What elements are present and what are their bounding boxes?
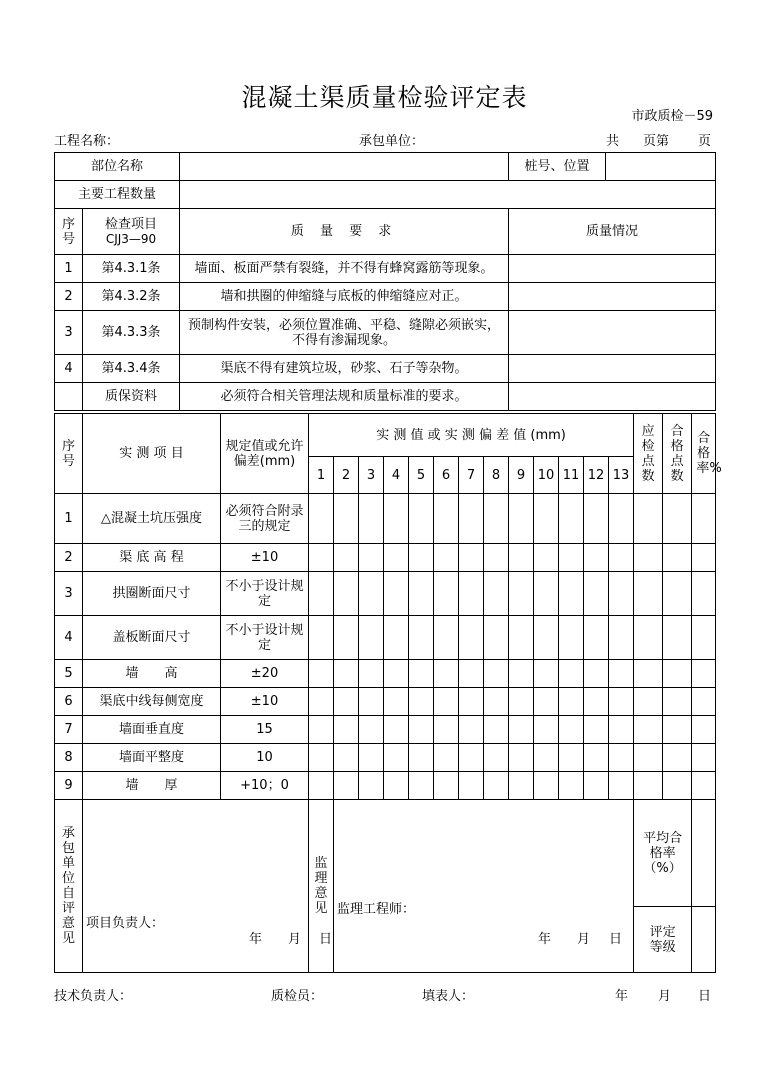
measurement-row [55,772,716,800]
measured-value-cell[interactable] [409,744,434,772]
measured-value-cell[interactable] [484,616,509,660]
pass-points-cell[interactable] [663,744,692,772]
measured-value-cell[interactable] [559,772,584,800]
measured-value-cell[interactable] [459,616,484,660]
check-points-cell[interactable] [634,744,663,772]
pass-points-cell[interactable] [663,572,692,616]
measured-value-cell[interactable] [334,716,359,744]
measured-value-cell[interactable] [559,616,584,660]
footer-date-month: 月 [658,989,672,1004]
check-points-cell[interactable] [634,494,663,544]
measured-value-cell[interactable] [584,572,609,616]
measured-value-cell[interactable] [359,688,384,716]
item-header [83,209,180,255]
measured-value-cell[interactable] [534,660,559,688]
measured-value-cell[interactable] [559,544,584,572]
measured-value-cell[interactable] [384,716,409,744]
measured-value-cell[interactable] [359,572,384,616]
measurement-tolerance: 15 [221,716,309,744]
measure-header-row-1 [55,414,716,457]
requirement-row [55,255,716,283]
pass-rate-cell[interactable] [692,616,716,660]
measured-value-cell[interactable] [609,494,634,544]
part-name-label: 部位名称 [55,153,180,181]
measured-value-cell[interactable] [334,660,359,688]
measured-value-cell[interactable] [559,688,584,716]
measured-value-cell[interactable] [609,660,634,688]
requirement-text: 渠底不得有建筑垃圾，砂浆、石子等杂物。 [180,355,509,383]
supervisor-opinion-text: 监理意见 [314,856,328,916]
measured-value-cell[interactable] [534,744,559,772]
seq-header [55,209,83,255]
measured-value-cell[interactable] [484,688,509,716]
measured-value-cell[interactable] [309,660,334,688]
tech-lead-label: 技术负责人： [54,989,133,1004]
measured-value-cell[interactable] [509,544,534,572]
measured-value-cell[interactable] [384,660,409,688]
check-points-cell[interactable] [634,688,663,716]
measured-value-cell[interactable] [459,716,484,744]
measurement-row [55,660,716,688]
measured-value-cell[interactable] [459,744,484,772]
measured-value-cell[interactable] [509,660,534,688]
measured-value-cell[interactable] [609,716,634,744]
item-header-label: 检查项目 [105,216,158,232]
measured-value-cell[interactable] [459,772,484,800]
manager-label: 项目负责人： [86,916,165,931]
measured-value-cell[interactable] [559,744,584,772]
requirement-row [55,383,716,411]
measured-value-cell[interactable] [484,544,509,572]
footer-date-year: 年 [615,989,629,1004]
measurement-row [55,494,716,544]
measure-col-number: 7 [459,457,484,494]
station-field[interactable] [606,153,716,181]
measured-value-cell[interactable] [359,616,384,660]
measured-value-cell[interactable] [609,744,634,772]
measure-col-number: 2 [334,457,359,494]
pass-points-cell[interactable] [663,772,692,800]
measurement-row [55,744,716,772]
measured-value-cell[interactable] [409,544,434,572]
project-name-label: 工程名称： [54,134,120,149]
measure-col-number: 1 [309,457,334,494]
measured-value-cell[interactable] [584,772,609,800]
measurement-tolerance: 10 [221,744,309,772]
measure-col-number: 11 [559,457,584,494]
pass-rate-cell[interactable] [692,494,716,544]
measured-value-cell[interactable] [534,716,559,744]
measured-value-cell[interactable] [584,660,609,688]
measurement-tolerance: ±10 [221,688,309,716]
check-points-cell[interactable] [634,660,663,688]
measure-col-number: 9 [509,457,534,494]
pass-points-cell[interactable] [663,660,692,688]
requirement-text: 墙和拱圈的伸缩缝与底板的伸缩缝应对正。 [180,283,509,311]
item-header-std: CJJ3—90 [105,231,157,246]
measured-value-cell[interactable] [384,744,409,772]
supervisor-opinion-area[interactable] [334,800,634,973]
measure-col-number: 13 [609,457,634,494]
measured-value-cell[interactable] [559,494,584,544]
quantity-field[interactable] [180,181,716,209]
measured-value-cell[interactable] [309,688,334,716]
contractor-opinion-label [55,800,83,973]
footer-date-day: 日 [698,989,712,1004]
measured-value-cell[interactable] [484,772,509,800]
tolerance-header: 规定值或允许偏差(mm) [221,414,309,494]
measurement-row [55,688,716,716]
measured-value-cell[interactable] [434,716,459,744]
pass-rate-cell[interactable] [692,572,716,616]
measured-value-cell[interactable] [409,688,434,716]
measurement-no: 7 [55,716,83,744]
measure-col-number: 4 [384,457,409,494]
measured-value-cell[interactable] [559,660,584,688]
pass-rate-cell[interactable] [692,544,716,572]
measured-value-cell[interactable] [609,616,634,660]
measured-value-cell[interactable] [334,544,359,572]
measurement-item: 渠 底 高 程 [83,544,221,572]
measured-value-cell[interactable] [534,544,559,572]
quality-requirement-table [54,152,716,411]
measured-value-cell[interactable] [509,772,534,800]
requirement-no: 2 [55,283,83,311]
pass-rate-cell[interactable] [692,744,716,772]
requirement-clause: 第4.3.2条 [83,283,180,311]
requirement-clause: 第4.3.3条 [83,311,180,355]
measure-col-number: 5 [409,457,434,494]
measurement-item: 墙 高 [83,660,221,688]
measurement-row [55,544,716,572]
pass-rate-header-label: 合格率% [696,431,722,476]
measurement-tolerance: +10；0 [221,772,309,800]
requirement-status-field[interactable] [509,283,716,311]
check-points-cell[interactable] [634,572,663,616]
pass-rate-cell[interactable] [692,660,716,688]
measured-value-cell[interactable] [484,572,509,616]
check-points-header-label: 应检点数 [641,423,655,484]
measured-value-cell[interactable] [384,572,409,616]
pass-points-cell[interactable] [663,544,692,572]
measured-value-cell[interactable] [409,716,434,744]
measured-value-cell[interactable] [409,572,434,616]
measured-value-cell[interactable] [359,744,384,772]
measure-col-number: 10 [534,457,559,494]
measured-value-cell[interactable] [359,716,384,744]
average-pass-rate-field[interactable] [692,800,716,907]
measured-value-cell[interactable] [509,494,534,544]
measurement-row [55,572,716,616]
measurement-no: 1 [55,494,83,544]
part-name-row [55,153,716,181]
contractor-opinion-text: 承包单位自评意见 [62,826,76,946]
measured-value-cell[interactable] [334,494,359,544]
measured-value-cell[interactable] [484,494,509,544]
measured-value-cell[interactable] [459,572,484,616]
measurement-tolerance: 不小于设计规定 [221,616,309,660]
measured-value-cell[interactable] [459,688,484,716]
measured-value-cell[interactable] [584,616,609,660]
measure-col-number: 3 [359,457,384,494]
measured-value-cell[interactable] [509,616,534,660]
measured-value-cell[interactable] [484,744,509,772]
measured-value-cell[interactable] [434,494,459,544]
measured-value-cell[interactable] [334,688,359,716]
measurement-rows [55,494,716,800]
measured-values-header: 实 测 值 或 实 测 偏 差 值 (mm) [309,414,634,457]
measured-value-cell[interactable] [584,688,609,716]
pass-points-cell[interactable] [663,616,692,660]
seq-header-label: 序号 [62,216,76,247]
measured-value-cell[interactable] [584,716,609,744]
measured-value-cell[interactable] [459,494,484,544]
supervisor-date-month: 月 [577,932,591,947]
measurement-item: 盖板断面尺寸 [83,616,221,660]
measured-value-cell[interactable] [334,572,359,616]
measurement-item: △混凝土坑压强度 [83,494,221,544]
requirement-no: 3 [55,311,83,355]
requirement-text: 墙面、板面严禁有裂缝，并不得有蜂窝露筋等现象。 [180,255,509,283]
measured-value-cell[interactable] [409,772,434,800]
requirement-clause: 质保资料 [83,383,180,411]
check-points-header [634,414,663,494]
measurement-tolerance: ±10 [221,544,309,572]
measurement-no: 3 [55,572,83,616]
measured-value-cell[interactable] [384,616,409,660]
requirement-clause: 第4.3.4条 [83,355,180,383]
measured-value-cell[interactable] [309,572,334,616]
measurement-item: 拱圈断面尺寸 [83,572,221,616]
quantity-row [55,181,716,209]
measured-value-cell[interactable] [409,660,434,688]
average-pass-rate-label: 平均合格率（%） [634,800,692,907]
requirement-no [55,383,83,411]
measured-value-cell[interactable] [359,544,384,572]
station-label: 桩号、位置 [509,153,606,181]
measured-value-cell[interactable] [434,660,459,688]
measurement-item: 墙面平整度 [83,744,221,772]
measured-value-cell[interactable] [384,772,409,800]
measurement-item: 墙 厚 [83,772,221,800]
supervisor-date-year: 年 [538,932,552,947]
requirement-text: 必须符合相关管理法规和质量标准的要求。 [180,383,509,411]
measured-value-cell[interactable] [534,572,559,616]
requirement-status-field[interactable] [509,383,716,411]
supervisor-date-day: 日 [609,932,623,947]
pass-rate-header [692,414,722,494]
requirement-row [55,311,716,355]
measured-value-cell[interactable] [434,744,459,772]
pass-points-cell[interactable] [663,688,692,716]
measured-value-cell[interactable] [509,716,534,744]
measure-col-number: 8 [484,457,509,494]
signature-row-1 [55,800,716,907]
measured-value-cell[interactable] [609,544,634,572]
qc-label: 质检员： [271,989,324,1004]
measure-col-number: 6 [434,457,459,494]
measurement-item: 渠底中线每侧宽度 [83,688,221,716]
measurement-table [54,413,722,973]
measured-value-cell[interactable] [309,494,334,544]
check-points-cell[interactable] [634,544,663,572]
measurement-no: 9 [55,772,83,800]
requirement-row [55,355,716,383]
pass-points-cell[interactable] [663,494,692,544]
measurement-no: 6 [55,688,83,716]
check-points-cell[interactable] [634,772,663,800]
requirement-rows [55,255,716,411]
measurement-row [55,716,716,744]
measured-value-cell[interactable] [534,772,559,800]
measured-value-cell[interactable] [559,572,584,616]
status-header: 质量情况 [509,209,716,255]
requirement-text: 预制构件安装，必须位置准确、平稳、缝隙必须嵌实，不得有渗漏现象。 [180,311,509,355]
measured-value-cell[interactable] [584,494,609,544]
measurement-no: 4 [55,616,83,660]
engineer-label: 监理工程师： [337,902,416,917]
form-code: 市政质检－59 [631,109,713,124]
check-points-cell[interactable] [634,716,663,744]
requirement-row [55,283,716,311]
measured-value-cell[interactable] [434,572,459,616]
page-total-label: 共 [606,134,620,149]
pass-points-header [663,414,692,494]
measured-value-cell[interactable] [484,660,509,688]
measured-value-cell[interactable] [484,716,509,744]
measured-value-cell[interactable] [334,772,359,800]
grade-label: 评定等级 [634,907,692,973]
measured-value-cell[interactable] [359,494,384,544]
measurement-no: 8 [55,744,83,772]
measurement-tolerance: ±20 [221,660,309,688]
measured-value-cell[interactable] [459,660,484,688]
measured-value-cell[interactable] [409,494,434,544]
part-name-field[interactable] [180,153,509,181]
pass-rate-cell[interactable] [692,716,716,744]
requirement-status-field[interactable] [509,355,716,383]
measured-value-cell[interactable] [609,688,634,716]
measured-value-cell[interactable] [309,772,334,800]
requirement-header: 质 量 要 求 [180,209,509,255]
measured-value-cell[interactable] [609,572,634,616]
measured-value-cell[interactable] [509,744,534,772]
measured-value-cell[interactable] [434,772,459,800]
measured-value-cell[interactable] [559,716,584,744]
measured-value-cell[interactable] [309,544,334,572]
measured-value-cell[interactable] [384,494,409,544]
check-points-cell[interactable] [634,616,663,660]
quantity-label: 主要工程数量 [55,181,180,209]
measurement-no: 5 [55,660,83,688]
measured-value-cell[interactable] [434,688,459,716]
grade-field[interactable] [692,907,716,973]
contractor-date-month: 月 [288,932,302,947]
measurement-no: 2 [55,544,83,572]
contractor-date-day: 日 [319,932,333,947]
pass-rate-cell[interactable] [692,688,716,716]
measure-seq-header [55,414,83,494]
measured-value-cell[interactable] [459,544,484,572]
measured-value-cell[interactable] [434,544,459,572]
contractor-label: 承包单位： [359,134,425,149]
measured-value-cell[interactable] [334,744,359,772]
requirement-status-field[interactable] [509,311,716,355]
measured-value-cell[interactable] [334,616,359,660]
measured-value-cell[interactable] [434,616,459,660]
measured-value-cell[interactable] [309,616,334,660]
measured-value-cell[interactable] [384,688,409,716]
measure-col-number: 12 [584,457,609,494]
page-no-label: 页第 [643,134,670,149]
measured-value-cell[interactable] [359,660,384,688]
form-title: 混凝土渠质量检验评定表 [241,83,528,112]
requirement-header-row [55,209,716,255]
pass-rate-cell[interactable] [692,772,716,800]
measured-value-cell[interactable] [384,544,409,572]
measure-seq-header-label: 序号 [62,438,76,469]
measurement-item: 墙面垂直度 [83,716,221,744]
filler-label: 填表人： [422,989,475,1004]
measured-value-cell[interactable] [534,494,559,544]
measurement-tolerance: 不小于设计规定 [221,572,309,616]
measurement-tolerance: 必须符合附录三的规定 [221,494,309,544]
page-unit-label: 页 [698,134,712,149]
measured-value-cell[interactable] [309,744,334,772]
requirement-no: 4 [55,355,83,383]
requirement-clause: 第4.3.1条 [83,255,180,283]
measured-value-cell[interactable] [534,688,559,716]
contractor-date-year: 年 [249,932,263,947]
measured-value-cell[interactable] [509,688,534,716]
measured-value-cell[interactable] [584,544,609,572]
measured-value-cell[interactable] [509,572,534,616]
measured-value-cell[interactable] [534,616,559,660]
requirement-no: 1 [55,255,83,283]
requirement-status-field[interactable] [509,255,716,283]
measured-value-cell[interactable] [359,772,384,800]
measured-value-cell[interactable] [584,744,609,772]
measured-value-cell[interactable] [309,716,334,744]
measure-item-header: 实 测 项 目 [83,414,221,494]
measured-value-cell[interactable] [609,772,634,800]
pass-points-header-label: 合格点数 [670,423,684,484]
pass-points-cell[interactable] [663,716,692,744]
measurement-row [55,616,716,660]
measured-value-cell[interactable] [409,616,434,660]
